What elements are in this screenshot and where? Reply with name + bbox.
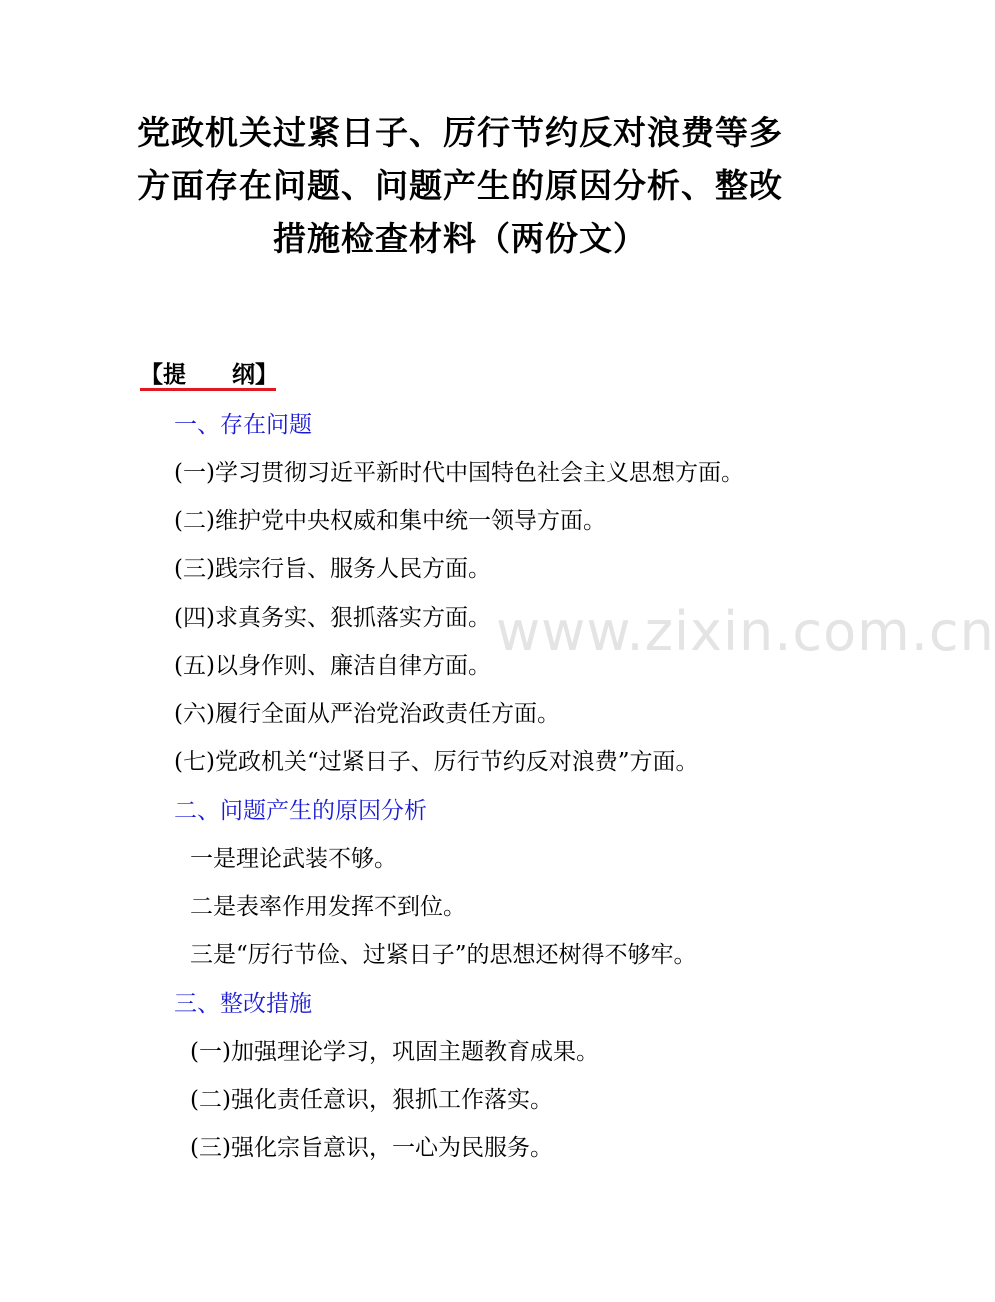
section-2-item: 一是理论武装不够。: [190, 846, 397, 872]
section-1-item: (二)维护党中央权威和集中统一领导方面。: [174, 508, 606, 534]
section-2-item: 二是表率作用发挥不到位。: [190, 894, 466, 920]
section-3-item: (三)强化宗旨意识，一心为民服务。: [190, 1135, 553, 1161]
section-3-item: (一)加强理论学习，巩固主题教育成果。: [190, 1039, 599, 1065]
section-1-heading: 一、存在问题: [174, 412, 312, 438]
watermark: www.zixin.com.cn: [496, 600, 995, 663]
title-line-2: 方面存在问题、问题产生的原因分析、整改: [137, 166, 783, 205]
section-3-heading: 三、整改措施: [174, 991, 312, 1017]
section-2-heading: 二、问题产生的原因分析: [174, 798, 427, 824]
section-1-item: (一)学习贯彻习近平新时代中国特色社会主义思想方面。: [174, 460, 744, 486]
section-1-item: (五)以身作则、廉洁自律方面。: [174, 653, 491, 679]
section-3-item: (二)强化责任意识，狠抓工作落实。: [190, 1087, 553, 1113]
section-1-item: (三)践宗行旨、服务人民方面。: [174, 556, 491, 582]
title-line-1: 党政机关过紧日子、厉行节约反对浪费等多: [137, 113, 783, 152]
section-1-item: (七)党政机关“过紧日子、厉行节约反对浪费”方面。: [174, 749, 699, 775]
section-1-item: (六)履行全面从严治党治政责任方面。: [174, 701, 560, 727]
outline-label: 【提 纲】: [140, 361, 278, 388]
outline-underline: [140, 388, 276, 391]
title-line-3: 措施检查材料（两份文）: [273, 219, 647, 258]
section-2-item: 三是“厉行节俭、过紧日子”的思想还树得不够牢。: [190, 942, 697, 968]
document-title: [0, 106, 920, 265]
section-1-item: (四)求真务实、狠抓落实方面。: [174, 605, 491, 631]
